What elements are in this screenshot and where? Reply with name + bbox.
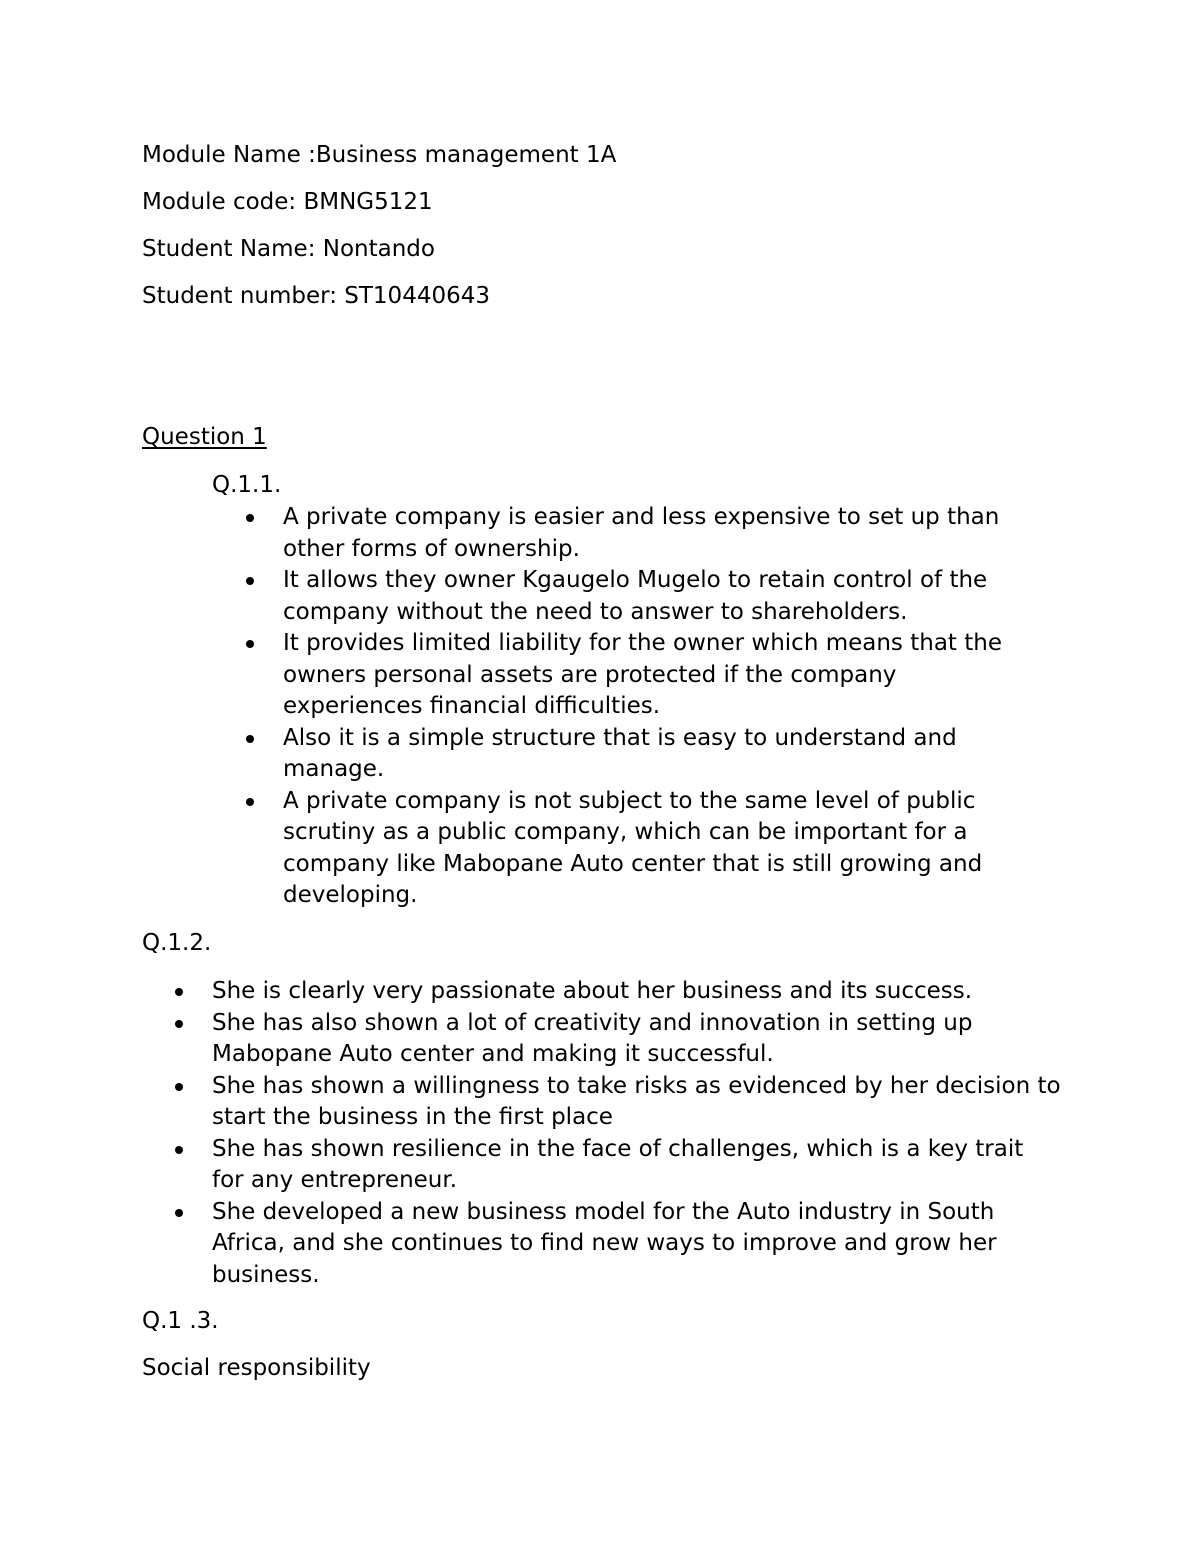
list-item-text: She is clearly very passionate about her business and its success. bbox=[212, 978, 973, 1004]
list-item bbox=[283, 628, 1043, 723]
q11-bullet-list bbox=[283, 502, 1043, 912]
list-item-text: A private company is easier and less expensive to set up than other forms of ownership. bbox=[283, 504, 1000, 562]
list-item-text: Also it is a simple structure that is easy to understand and manage. bbox=[283, 724, 957, 782]
bullet-icon bbox=[175, 1083, 183, 1091]
list-item bbox=[212, 1071, 1062, 1134]
bullet-icon bbox=[246, 798, 254, 806]
list-item bbox=[283, 786, 1043, 912]
list-item bbox=[212, 1008, 1062, 1071]
list-item-text: It provides limited liability for the owner which means that the owners personal assets are protected if the company experiences financial difficulties. bbox=[283, 630, 1002, 719]
module-code: Module code: BMNG5121 bbox=[142, 189, 433, 215]
q13-subheading: Social responsibility bbox=[142, 1355, 371, 1381]
bullet-icon bbox=[175, 1020, 183, 1028]
list-item bbox=[212, 1134, 1062, 1197]
bullet-icon bbox=[246, 640, 254, 648]
list-item bbox=[283, 502, 1043, 565]
list-item-text: A private company is not subject to the same level of public scrutiny as a public company, which can be important for a company like Mabopane Auto center that is still growing and developing. bbox=[283, 787, 983, 908]
q11-label: Q.1.1. bbox=[212, 472, 282, 498]
question-1-heading: Question 1 bbox=[142, 424, 267, 450]
list-item-text: She has also shown a lot of creativity and innovation in setting up Mabopane Auto center and making it successful. bbox=[212, 1009, 973, 1067]
bullet-icon bbox=[175, 1146, 183, 1154]
module-name: Module Name :Business management 1A bbox=[142, 142, 617, 168]
list-item-text: She has shown a willingness to take risks as evidenced by her decision to start the business in the first place bbox=[212, 1072, 1061, 1130]
list-item bbox=[283, 565, 1043, 628]
bullet-icon bbox=[246, 577, 254, 585]
q12-bullet-list bbox=[212, 976, 1062, 1291]
list-item-text: It allows they owner Kgaugelo Mugelo to retain control of the company without the need to answer to shareholders. bbox=[283, 567, 988, 625]
bullet-icon bbox=[246, 514, 254, 522]
student-number: Student number: ST10440643 bbox=[142, 283, 490, 309]
list-item-text: She has shown resilience in the face of challenges, which is a key trait for any entrepreneur. bbox=[212, 1135, 1024, 1193]
q12-label: Q.1.2. bbox=[142, 930, 212, 956]
bullet-icon bbox=[175, 988, 183, 996]
list-item bbox=[212, 1197, 1062, 1292]
q13-label: Q.1 .3. bbox=[142, 1308, 219, 1334]
bullet-icon bbox=[246, 735, 254, 743]
list-item-text: She developed a new business model for the Auto industry in South Africa, and she continues to find new ways to improve and grow her business. bbox=[212, 1198, 997, 1288]
list-item bbox=[212, 976, 1062, 1008]
list-item bbox=[283, 723, 1043, 786]
student-name: Student Name: Nontando bbox=[142, 236, 435, 262]
bullet-icon bbox=[175, 1209, 183, 1217]
